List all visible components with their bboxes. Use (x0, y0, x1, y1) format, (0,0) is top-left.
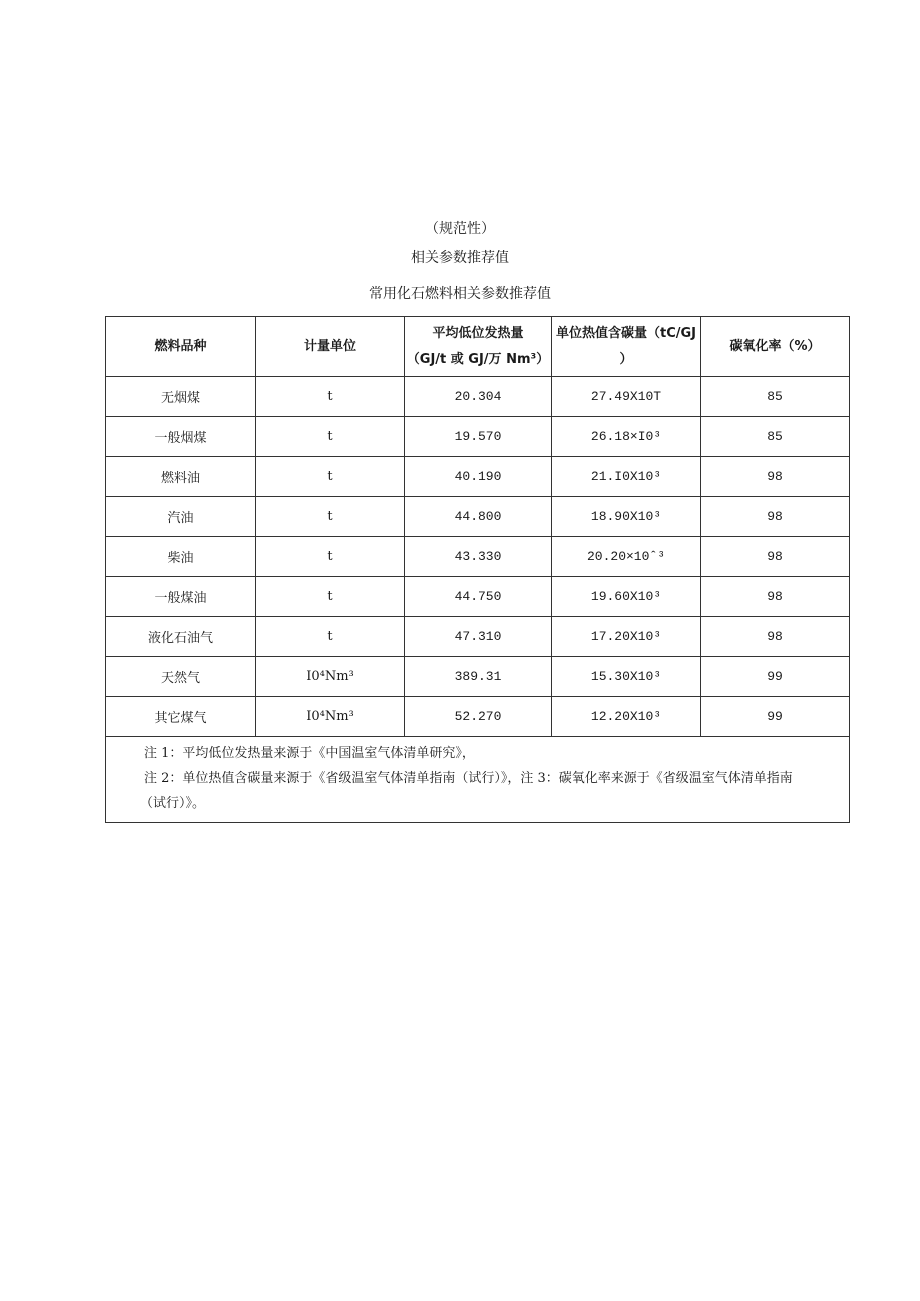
header-heat-value: 平均低位发热量 （GJ/t 或 GJ/万 Nm³） (405, 317, 552, 377)
cell-fuel: 燃料油 (106, 457, 256, 497)
cell-heat: 52.270 (405, 697, 552, 737)
cell-unit: t (256, 497, 405, 537)
cell-oxidation: 98 (701, 457, 850, 497)
cell-heat: 44.750 (405, 577, 552, 617)
note-3-continuation: （试行）》。 (140, 796, 206, 811)
table-row (106, 657, 850, 697)
cell-fuel: 其它煤气 (106, 697, 256, 737)
cell-fuel: 汽油 (106, 497, 256, 537)
cell-unit: t (256, 577, 405, 617)
cell-carbon: 27.49X10T (552, 377, 701, 417)
table-row (106, 617, 850, 657)
header-unit: 计量单位 (256, 317, 405, 377)
cell-oxidation: 98 (701, 577, 850, 617)
table-row (106, 377, 850, 417)
cell-fuel: 无烟煤 (106, 377, 256, 417)
cell-unit: t (256, 617, 405, 657)
cell-unit: t (256, 537, 405, 577)
cell-heat: 389.31 (405, 657, 552, 697)
cell-oxidation: 85 (701, 377, 850, 417)
header-oxidation-rate: 碳氧化率（%） (701, 317, 850, 377)
cell-fuel: 一般烟煤 (106, 417, 256, 457)
cell-carbon: 15.30X10³ (552, 657, 701, 697)
cell-unit: I0⁴Nm³ (256, 697, 405, 737)
cell-heat: 44.800 (405, 497, 552, 537)
cell-oxidation: 99 (701, 657, 850, 697)
table-row (106, 457, 850, 497)
cell-unit: t (256, 417, 405, 457)
cell-carbon: 19.60X10³ (552, 577, 701, 617)
cell-carbon: 12.20X10³ (552, 697, 701, 737)
cell-heat: 47.310 (405, 617, 552, 657)
cell-carbon: 17.20X10³ (552, 617, 701, 657)
cell-carbon: 20.20×10ˆ³ (552, 537, 701, 577)
header-fuel: 燃料品种 (106, 317, 256, 377)
cell-oxidation: 98 (701, 537, 850, 577)
cell-fuel: 液化石油气 (106, 617, 256, 657)
cell-unit: t (256, 377, 405, 417)
cell-heat: 40.190 (405, 457, 552, 497)
table-notes (106, 737, 850, 823)
cell-heat: 43.330 (405, 537, 552, 577)
cell-fuel: 柴油 (106, 537, 256, 577)
cell-oxidation: 98 (701, 617, 850, 657)
cell-oxidation: 98 (701, 497, 850, 537)
table-row (106, 577, 850, 617)
table-row (106, 417, 850, 457)
cell-unit: t (256, 457, 405, 497)
table-header-row (106, 317, 850, 377)
table-caption: 常用化石燃料相关参数推荐值 (369, 286, 551, 302)
table-row (106, 497, 850, 537)
fuel-parameters-table (105, 316, 850, 823)
cell-heat: 19.570 (405, 417, 552, 457)
cell-carbon: 21.I0X10³ (552, 457, 701, 497)
header-carbon-content: 单位热值含碳量（tC/GJ ） (552, 317, 701, 377)
appendix-type-label: （规范性） (425, 221, 495, 237)
table-row (106, 697, 850, 737)
note-1: 注 1：平均低位发热量来源于《中国温室气体清单研究》， (144, 746, 475, 761)
cell-fuel: 天然气 (106, 657, 256, 697)
cell-carbon: 26.18×I0³ (552, 417, 701, 457)
cell-oxidation: 85 (701, 417, 850, 457)
table-row (106, 537, 850, 577)
cell-unit: I0⁴Nm³ (256, 657, 405, 697)
cell-oxidation: 99 (701, 697, 850, 737)
cell-carbon: 18.90X10³ (552, 497, 701, 537)
note-2-3: 注 2：单位热值含碳量来源于《省级温室气体清单指南（试行）》，注 3：碳氧化率来源于《省级温室气体清单指南 (144, 771, 793, 786)
table-notes-row (106, 737, 850, 823)
cell-heat: 20.304 (405, 377, 552, 417)
cell-fuel: 一般煤油 (106, 577, 256, 617)
appendix-title: 相关参数推荐值 (411, 250, 509, 266)
